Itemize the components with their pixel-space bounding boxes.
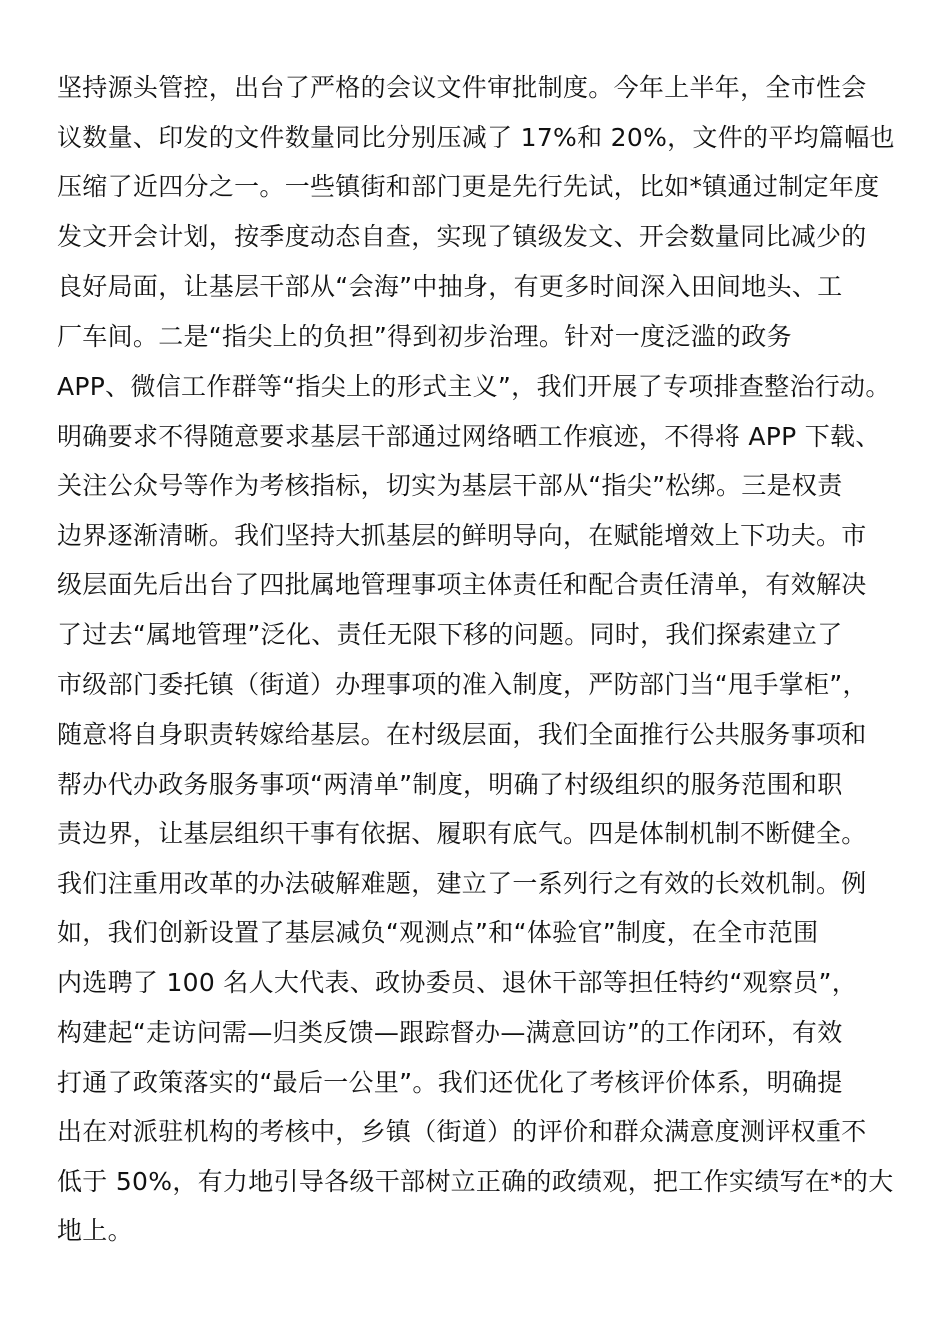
text-line: 内选聘了 100 名人大代表、政协委员、退休干部等担任特约“观察员”，	[57, 968, 858, 997]
text-line: 低于 50%，有力地引导各级干部树立正确的政绩观，把工作实绩写在*的大	[57, 1167, 894, 1196]
text-line: 厂车间。二是“指尖上的负担”得到初步治理。针对一度泛滥的政务	[57, 322, 792, 351]
text-line: 良好局面，让基层干部从“会海”中抽身，有更多时间深入田间地头、工	[57, 272, 843, 301]
text-line: 明确要求不得随意要求基层干部通过网络晒工作痕迹，不得将 APP 下载、	[57, 422, 881, 451]
text-line: 边界逐渐清晰。我们坚持大抓基层的鲜明导向，在赋能增效上下功夫。市	[57, 521, 867, 550]
text-line: 构建起“走访问需—归类反馈—跟踪督办—满意回访”的工作闭环，有效	[57, 1018, 843, 1047]
text-line: 坚持源头管控，出台了严格的会议文件审批制度。今年上半年，全市性会	[57, 73, 867, 102]
text-line: 帮办代办政务服务事项“两清单”制度，明确了村级组织的服务范围和职	[57, 770, 843, 799]
text-line: 打通了政策落实的“最后一公里”。我们还优化了考核评价体系，明确提	[57, 1068, 843, 1097]
text-line: 市级部门委托镇（街道）办理事项的准入制度，严防部门当“甩手掌柜”，	[57, 670, 868, 699]
text-line: 了过去“属地管理”泛化、责任无限下移的问题。同时，我们探索建立了	[57, 620, 843, 649]
text-line: 责边界，让基层组织干事有依据、履职有底气。四是体制机制不断健全。	[57, 819, 867, 848]
text-line: 级层面先后出台了四批属地管理事项主体责任和配合责任清单，有效解决	[57, 570, 867, 599]
text-line: 地上。	[57, 1216, 133, 1245]
text-line: APP、微信工作群等“指尖上的形式主义”，我们开展了专项排查整治行动。	[57, 372, 891, 401]
text-line: 议数量、印发的文件数量同比分别压减了 17%和 20%，文件的平均篇幅也	[57, 123, 895, 152]
text-line: 压缩了近四分之一。一些镇街和部门更是先行先试，比如*镇通过制定年度	[57, 172, 880, 201]
text-line: 如，我们创新设置了基层减负“观测点”和“体验官”制度，在全市范围	[57, 918, 819, 947]
text-line: 出在对派驻机构的考核中，乡镇（街道）的评价和群众满意度测评权重不	[57, 1117, 867, 1146]
text-line: 关注公众号等作为考核指标，切实为基层干部从“指尖”松绑。三是权责	[57, 471, 843, 500]
text-line: 我们注重用改革的办法破解难题，建立了一系列行之有效的长效机制。例	[57, 869, 867, 898]
text-line: 随意将自身职责转嫁给基层。在村级层面，我们全面推行公共服务事项和	[57, 720, 867, 749]
text-line: 发文开会计划，按季度动态自查，实现了镇级发文、开会数量同比减少的	[57, 222, 867, 251]
